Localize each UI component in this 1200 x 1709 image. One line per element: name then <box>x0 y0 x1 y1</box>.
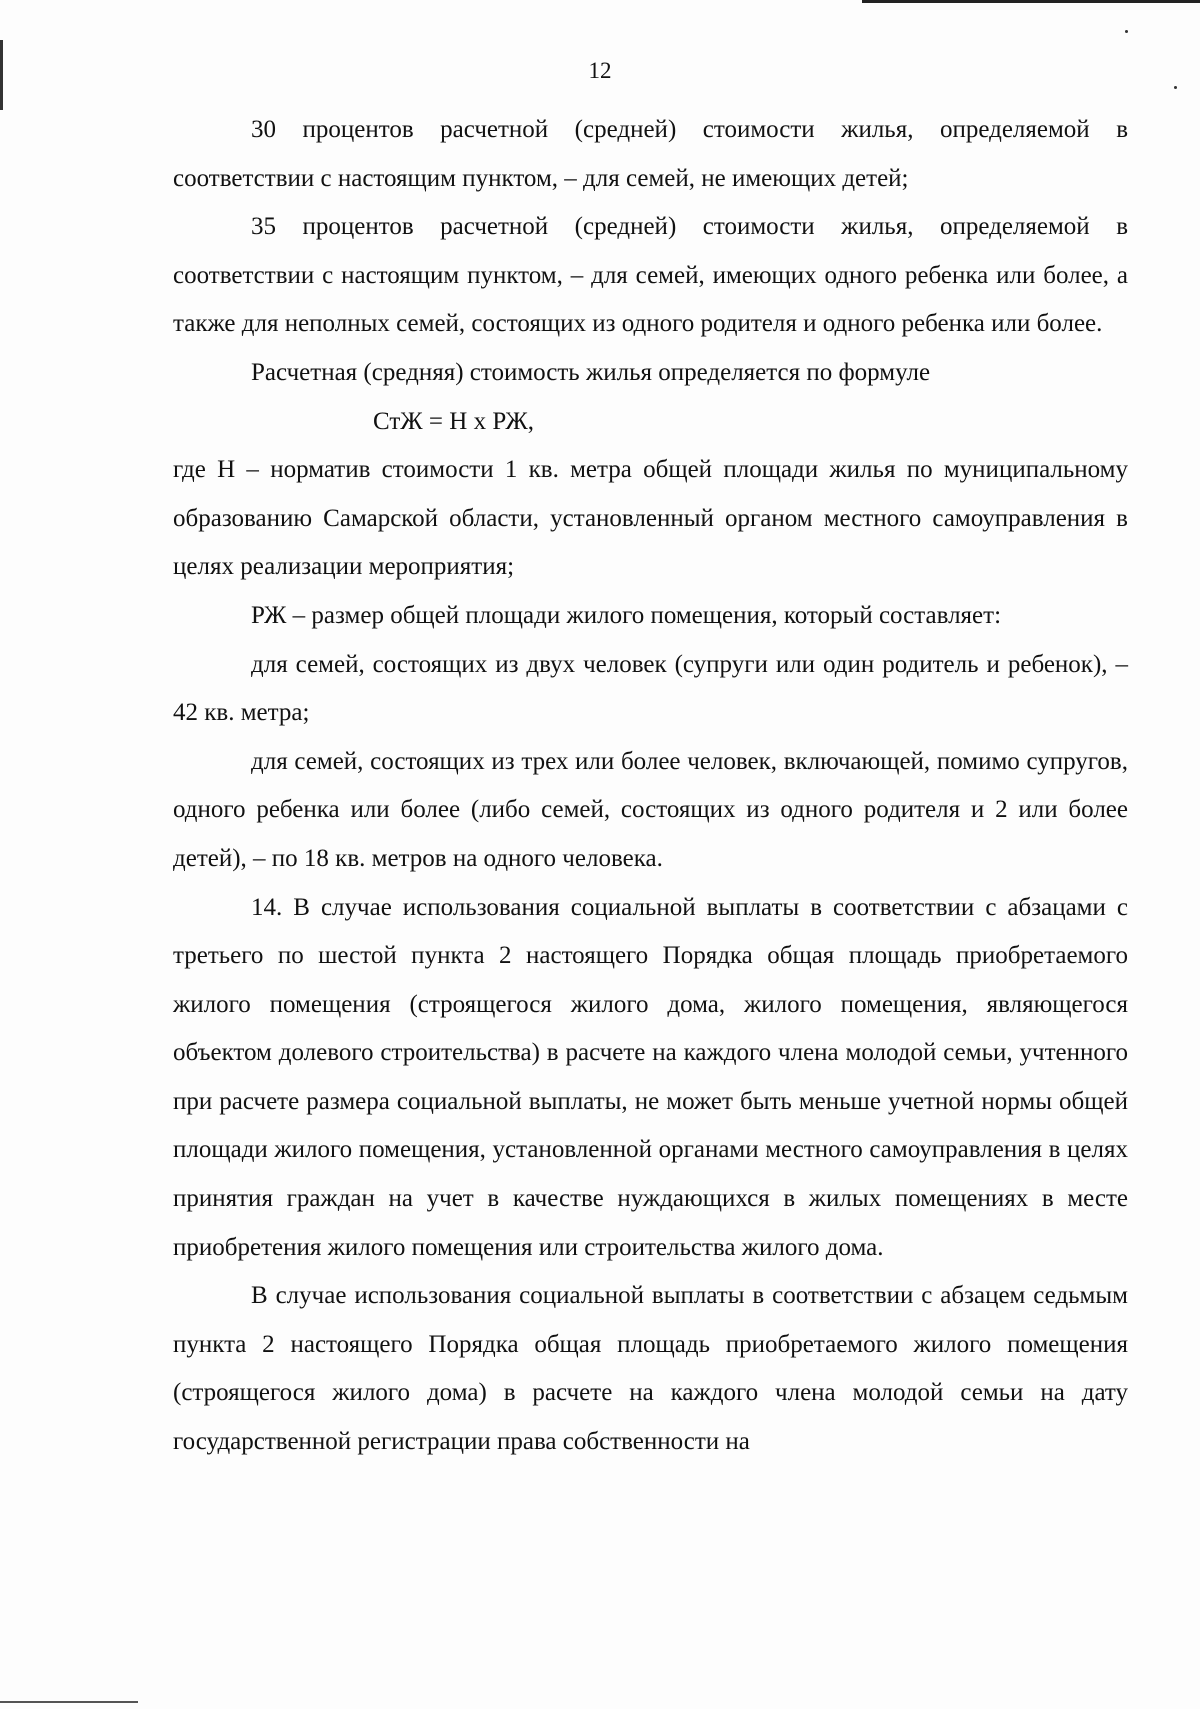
paragraph: для семей, состоящих из трех или более человек, включающей, помимо супругов, одного ребенка или более (либо семей, состоящих из одного родителя и 2 или более детей), – по 18 кв. метров на одного человека. <box>173 747 1128 872</box>
paragraph: для семей, состоящих из двух человек (супруги или один родитель и ребенок), – 42 кв. метра; <box>173 650 1128 727</box>
paragraph: 30 процентов расчетной (средней) стоимости жилья, определяемой в соответствии с настоящим пунктом, – для семей, не имеющих детей; <box>173 116 1128 192</box>
paragraph: В случае использования социальной выплаты в соответствии с абзацем седьмым пункта 2 настоящего Порядка общая площадь приобретаемого жилого помещения (строящегося жилого дома) в расчете на каждого члена молодой семьи на дату государственной регистрации права собственности на <box>173 1282 1128 1456</box>
scan-edge-line <box>0 1701 138 1703</box>
paragraph: где Н – норматив стоимости 1 кв. метра общей площади жилья по муниципальному образованию Самарской области, установленный органом местного самоуправления в целях реализации мероприятия; <box>173 456 1128 581</box>
scan-speck <box>1125 30 1128 33</box>
document-body <box>173 106 1128 1467</box>
paragraph: 14. В случае использования социальной выплаты в соответствии с абзацами с третьего по шестой пункта 2 настоящего Порядка общая площадь приобретаемого жилого помещения (строящегося жилого дома, жилого помещения, являющегося объектом долевого строительства) в расчете на каждого члена молодой семьи, учтенного при расчете размера социальной выплаты, не может быть меньше учетной нормы общей площади жилого помещения, установленной органами местного самоуправления в целях принятия граждан на учет в качестве нуждающихся в жилых помещениях в месте приобретения жилого помещения или строительства жилого дома. <box>173 893 1128 1261</box>
paragraph: РЖ – размер общей площади жилого помещения, который составляет: <box>251 601 1002 629</box>
page-number: 12 <box>588 58 612 83</box>
scan-edge-line <box>862 0 1200 3</box>
paragraph: 35 процентов расчетной (средней) стоимости жилья, определяемой в соответствии с настоящим пунктом, – для семей, имеющих одного ребенка или более, а также для неполных семей, состоящих из одного родителя и одного ребенка или более. <box>173 213 1128 338</box>
paragraph: Расчетная (средняя) стоимость жилья определяется по формуле <box>251 358 931 386</box>
formula: СтЖ = Н х РЖ, <box>373 407 534 435</box>
scan-speck <box>1174 86 1177 89</box>
